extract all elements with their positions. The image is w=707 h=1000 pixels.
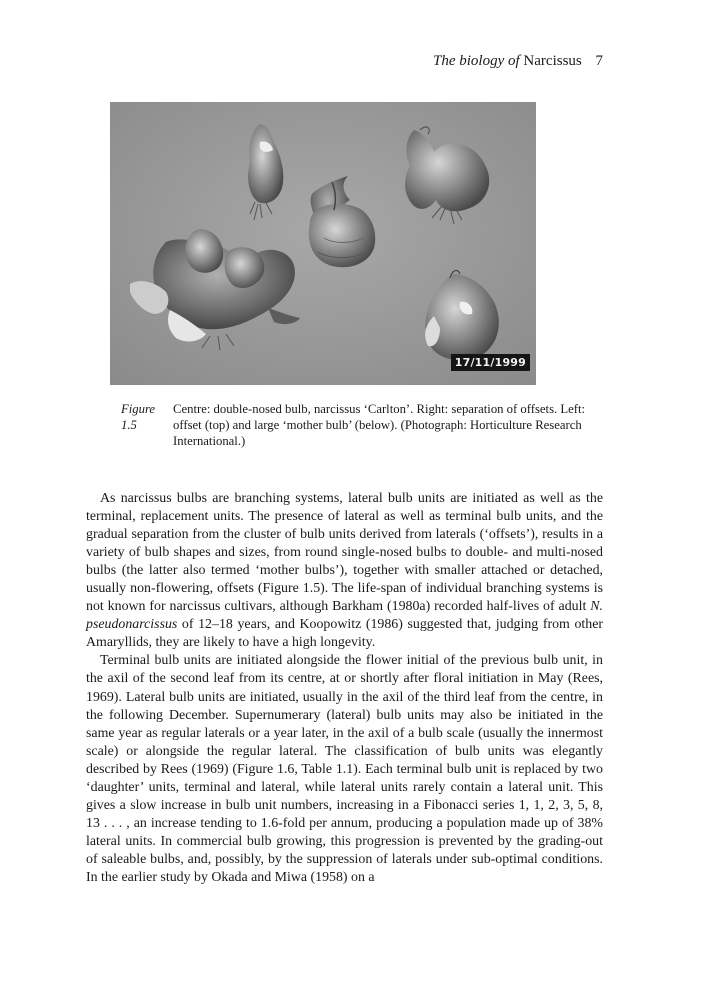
figure-caption: [121, 401, 607, 449]
caption-text: Centre: double-nosed bulb, narcissus ‘Carlton’. Right: separation of offsets. Left: offset (top) and large ‘mother bulb’ (below). (Photograph: Horticulture Research International.): [173, 402, 586, 448]
running-head-title: Narcissus: [523, 53, 582, 69]
body-text: [86, 490, 603, 887]
paragraph-1-part-b: of 12–18 years, and Koopowitz (1986) suggested that, judging from other Amaryllids, they are likely to have a high longevity.: [86, 617, 603, 651]
running-head-title-italic: The biology of: [433, 53, 520, 69]
paragraph-1: [86, 490, 603, 652]
narcissus-bulbs-photo: [110, 102, 536, 385]
running-head: [433, 53, 603, 70]
page-number: 7: [595, 53, 603, 69]
caption-label: Figure 1.5: [121, 402, 156, 432]
species-name: N. pseudonarcissus: [86, 599, 603, 633]
paragraph-2: Terminal bulb units are initiated alongside the flower initial of the previous bulb unit, in the axil of the second leaf from its centre, at or shortly after floral initiation in May (Rees, 1969). Lateral bulb units are initiated, usually in the axil of the third leaf from the centre, in the following December. Supernumerary (lateral) bulb units may also be initiated in the same year as regular laterals or a year later, in the axil of a bulb scale (usually the innermost scale) or alongside the regular lateral. The classification of bulb units was elegantly described by Rees (1969) (Figure 1.6, Table 1.1). Each terminal bulb unit is replaced by two ‘daughter’ units, terminal and lateral, while lateral units rarely contain a lateral unit. This gives a slow increase in bulb unit numbers, increasing in a Fibonacci series 1, 1, 2, 3, 5, 8, 13 . . . , an increase tending to 1.6-fold per annum, producing a population made up of 38% lateral units. In commercial bulb growing, this progression is prevented by the grading-out of saleable bulbs, and, possibly, by the suppression of laterals under sub-optimal conditions. In the earlier study by Okada and Miwa (1958) on a: [86, 653, 603, 885]
photo-date-stamp: 17/11/1999: [451, 354, 530, 371]
figure-photograph: [110, 102, 536, 385]
paragraph-1-part-a: As narcissus bulbs are branching systems, lateral bulb units are initiated as well as the terminal, replacement units. The presence of lateral as well as terminal bulb units, and the gradual separation from the cluster of bulb units derived from laterals (‘offsets’), results in a variety of bulb shapes and sizes, from round single-nosed bulbs to double- and multi-nosed bulbs (the latter also termed ‘mother bulbs’), together with smaller attached or detached, usually non-flowering, offsets (Figure 1.5). The life-span of individual branching systems is not known for narcissus cultivars, although Barkham (1980a) recorded half-lives of adult: [86, 491, 603, 615]
